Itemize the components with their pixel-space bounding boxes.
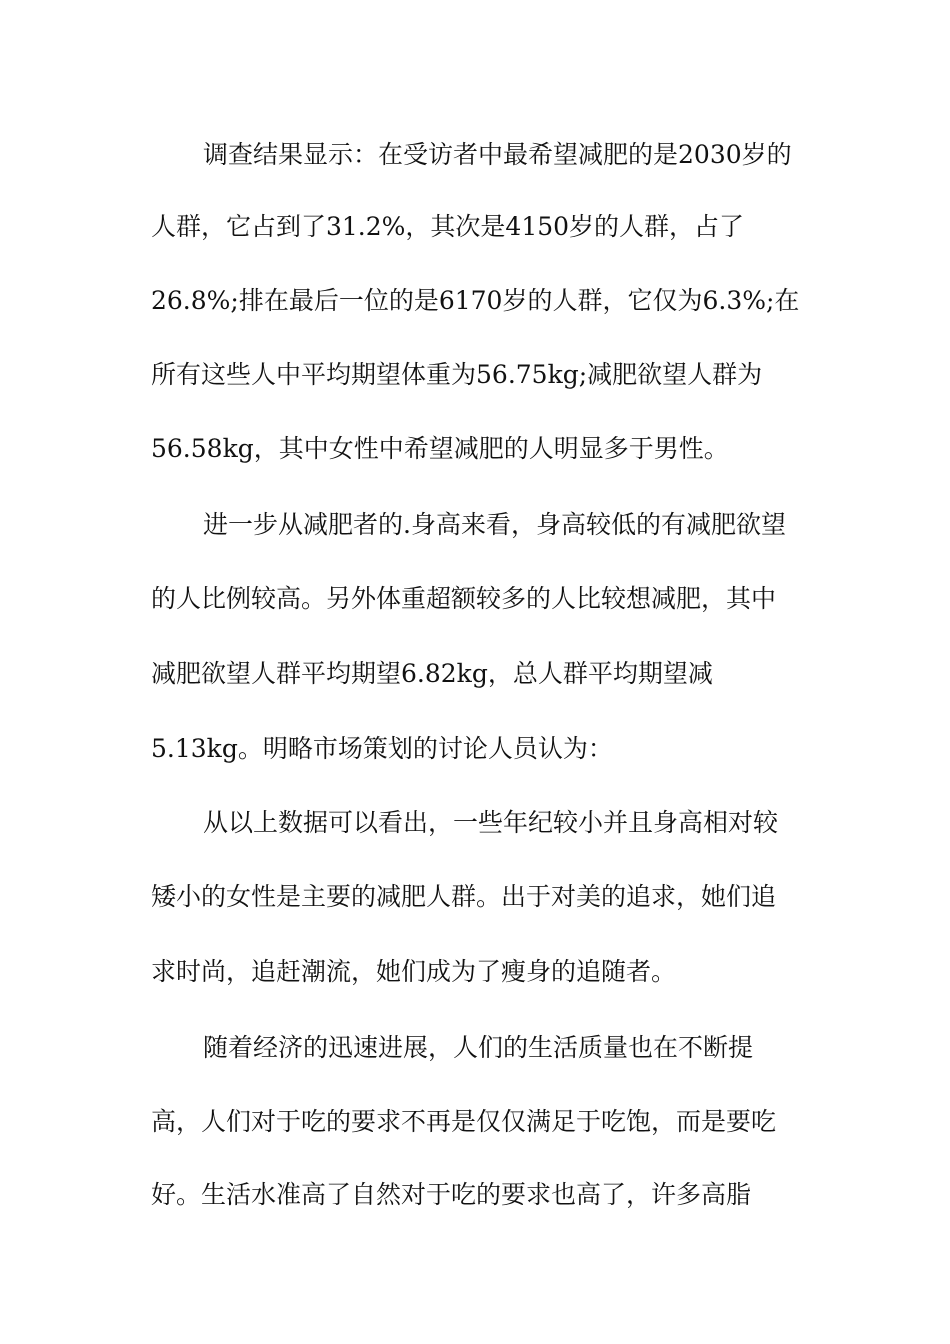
paragraph-4-line-2: 高，人们对于吃的要求不再是仅仅满足于吃饱，而是要吃 [151,1107,777,1136]
paragraph-1-line-1: 调查结果显示：在受访者中最希望减肥的是2030岁的 [203,140,792,169]
paragraph-2-line-3: 减肥欲望人群平均期望6.82kg，总人群平均期望减 [151,659,713,688]
paragraph-1-line-5: 56.58kg，其中女性中希望减肥的人明显多于男性。 [151,434,729,463]
paragraph-3-line-2: 矮小的女性是主要的减肥人群。出于对美的追求，她们追 [151,882,777,911]
paragraph-4-line-3: 好。生活水准高了自然对于吃的要求也高了，许多高脂 [151,1180,752,1209]
paragraph-1-line-4: 所有这些人中平均期望体重为56.75kg;减肥欲望人群为 [151,360,763,389]
paragraph-4-line-1: 随着经济的迅速进展，人们的生活质量也在不断提 [203,1033,754,1062]
paragraph-3-line-3: 求时尚，追赶潮流，她们成为了瘦身的追随者。 [151,957,677,986]
paragraph-1-line-3: 26.8%;排在最后一位的是6170岁的人群，它仅为6.3%;在 [151,286,800,315]
paragraph-3-line-1: 从以上数据可以看出，一些年纪较小并且身高相对较 [203,808,779,837]
paragraph-1-line-2: 人群，它占到了31.2%，其次是4150岁的人群，占了 [151,212,745,241]
paragraph-2-line-4: 5.13kg。明略市场策划的讨论人员认为： [151,734,613,763]
paragraph-2-line-1: 进一步从减肥者的.身高来看，身高较低的有减肥欲望 [203,510,786,539]
paragraph-2-line-2: 的人比例较高。另外体重超额较多的人比较想减肥，其中 [151,584,777,613]
